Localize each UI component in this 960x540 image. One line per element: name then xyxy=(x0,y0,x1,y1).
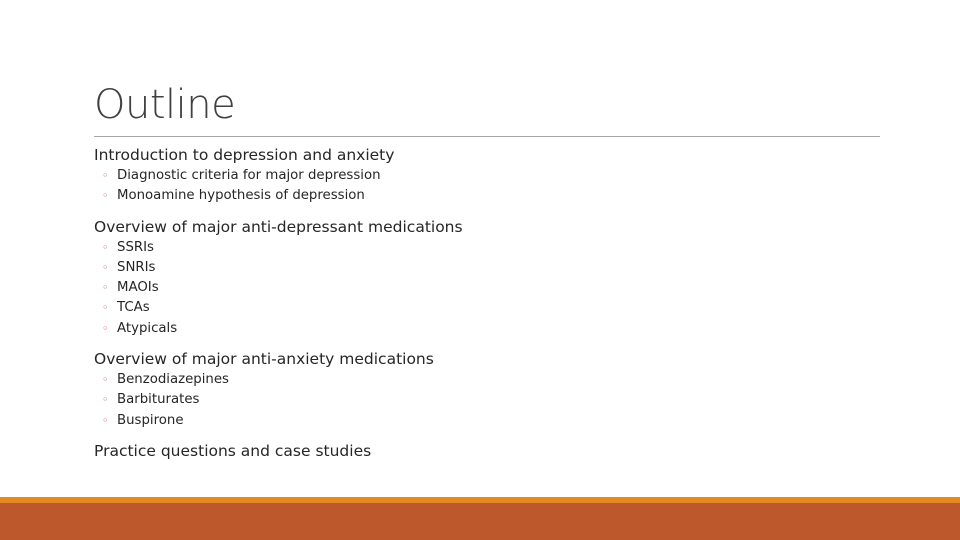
circle-bullet-icon: ◦ xyxy=(102,281,109,295)
circle-bullet-icon: ◦ xyxy=(102,393,109,407)
circle-bullet-icon: ◦ xyxy=(102,240,109,254)
list-item xyxy=(94,370,874,390)
list-item xyxy=(94,278,874,298)
list-item xyxy=(94,298,874,318)
list-item xyxy=(94,258,874,278)
list-item xyxy=(94,238,874,258)
list-item xyxy=(94,411,874,431)
list-item-label: SSRIs xyxy=(117,239,154,255)
list-item-label: Atypicals xyxy=(117,320,178,336)
circle-bullet-icon: ◦ xyxy=(102,169,109,182)
section-heading: Practice questions and case studies xyxy=(94,441,372,460)
circle-bullet-icon: ◦ xyxy=(102,260,109,274)
list-item xyxy=(94,319,874,339)
list-item-label: SNRIs xyxy=(117,259,156,275)
list-item xyxy=(94,390,874,410)
circle-bullet-icon: ◦ xyxy=(102,373,109,387)
list-item-label: Diagnostic criteria for major depression xyxy=(117,168,381,183)
section-heading: Introduction to depression and anxiety xyxy=(94,146,395,164)
title-divider xyxy=(94,136,880,137)
circle-bullet-icon: ◦ xyxy=(102,413,109,427)
section-heading: Overview of major anti-anxiety medications xyxy=(94,350,434,369)
list-item xyxy=(94,166,874,186)
list-item-label: Monoamine hypothesis of depression xyxy=(117,188,365,204)
outline-section xyxy=(94,441,874,462)
list-item-label: Buspirone xyxy=(117,412,184,428)
outline-section xyxy=(94,217,874,339)
list-item-label: Barbiturates xyxy=(117,392,200,408)
footer-accent-bar xyxy=(0,503,960,540)
sub-item-list xyxy=(94,238,874,339)
list-item-label: Benzodiazepines xyxy=(117,372,229,388)
list-item-label: TCAs xyxy=(117,300,150,316)
sub-item-list xyxy=(94,370,874,431)
sub-item-list xyxy=(94,166,874,207)
outline-section xyxy=(94,349,874,431)
outline-section xyxy=(94,145,874,207)
circle-bullet-icon: ◦ xyxy=(102,301,109,315)
list-item-label: MAOIs xyxy=(117,280,159,296)
slide-title: Outline xyxy=(94,82,236,128)
section-heading: Overview of major anti-depressant medications xyxy=(94,217,463,236)
list-item xyxy=(94,186,874,206)
outline-content xyxy=(94,145,874,462)
circle-bullet-icon: ◦ xyxy=(102,189,109,203)
circle-bullet-icon: ◦ xyxy=(102,321,109,335)
